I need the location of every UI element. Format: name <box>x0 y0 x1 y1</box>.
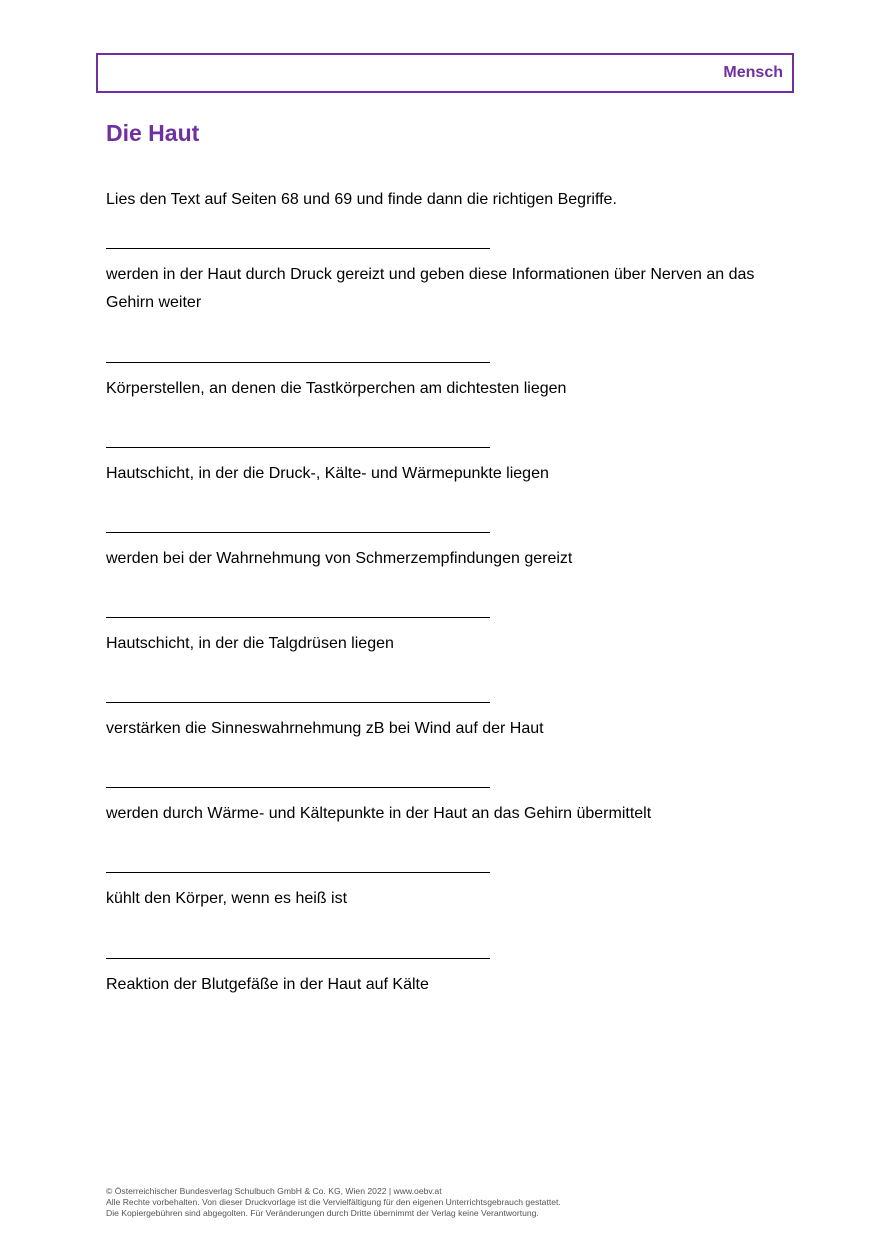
subject-label: Mensch <box>723 64 783 81</box>
clue-text: kühlt den Körper, wenn es heiß ist <box>106 890 348 907</box>
exercise-item <box>106 248 796 317</box>
exercise-item <box>106 872 796 913</box>
exercise-item <box>106 362 796 403</box>
answer-line[interactable] <box>106 532 490 533</box>
page-title: Die Haut <box>106 120 200 146</box>
answer-line[interactable] <box>106 872 490 873</box>
answer-line[interactable] <box>106 787 490 788</box>
clue-text: werden in der Haut durch Druck gereizt und geben diese Informationen über Nerven an das Gehirn weiter <box>106 266 755 311</box>
footer-line: Die Kopiergebühren sind abgegolten. Für Veränderungen durch Dritte übernimmt der Verlag keine Verantwortung. <box>106 1208 539 1218</box>
header-box <box>96 53 794 93</box>
clue-text: Körperstellen, an denen die Tastkörperchen am dichtesten liegen <box>106 380 567 397</box>
clue-text: werden durch Wärme- und Kältepunkte in der Haut an das Gehirn übermittelt <box>106 805 652 822</box>
exercise-item <box>106 787 796 828</box>
clue-text: verstärken die Sinneswahrnehmung zB bei Wind auf der Haut <box>106 720 544 737</box>
footer-line: © Österreichischer Bundesverlag Schulbuch GmbH & Co. KG, Wien 2022 | www.oebv.at <box>106 1186 442 1196</box>
copyright-footer <box>106 1186 561 1219</box>
answer-line[interactable] <box>106 958 490 959</box>
clue-text: Reaktion der Blutgefäße in der Haut auf Kälte <box>106 976 429 993</box>
footer-line: Alle Rechte vorbehalten. Von dieser Druckvorlage ist die Vervielfältigung für den eigenen Unterrichtsgebrauch gestattet. <box>106 1197 561 1207</box>
answer-line[interactable] <box>106 702 490 703</box>
answer-line[interactable] <box>106 617 490 618</box>
answer-line[interactable] <box>106 447 490 448</box>
clue-text: werden bei der Wahrnehmung von Schmerzempfindungen gereizt <box>106 550 573 567</box>
instruction-text: Lies den Text auf Seiten 68 und 69 und finde dann die richtigen Begriffe. <box>106 191 617 208</box>
exercise-item <box>106 702 796 743</box>
exercise-item <box>106 617 796 658</box>
answer-line[interactable] <box>106 248 490 249</box>
clue-text: Hautschicht, in der die Talgdrüsen liegen <box>106 635 394 652</box>
clue-text: Hautschicht, in der die Druck-, Kälte- und Wärmepunkte liegen <box>106 465 549 482</box>
exercise-item <box>106 958 796 999</box>
exercise-item <box>106 447 796 488</box>
exercise-item <box>106 532 796 573</box>
answer-line[interactable] <box>106 362 490 363</box>
